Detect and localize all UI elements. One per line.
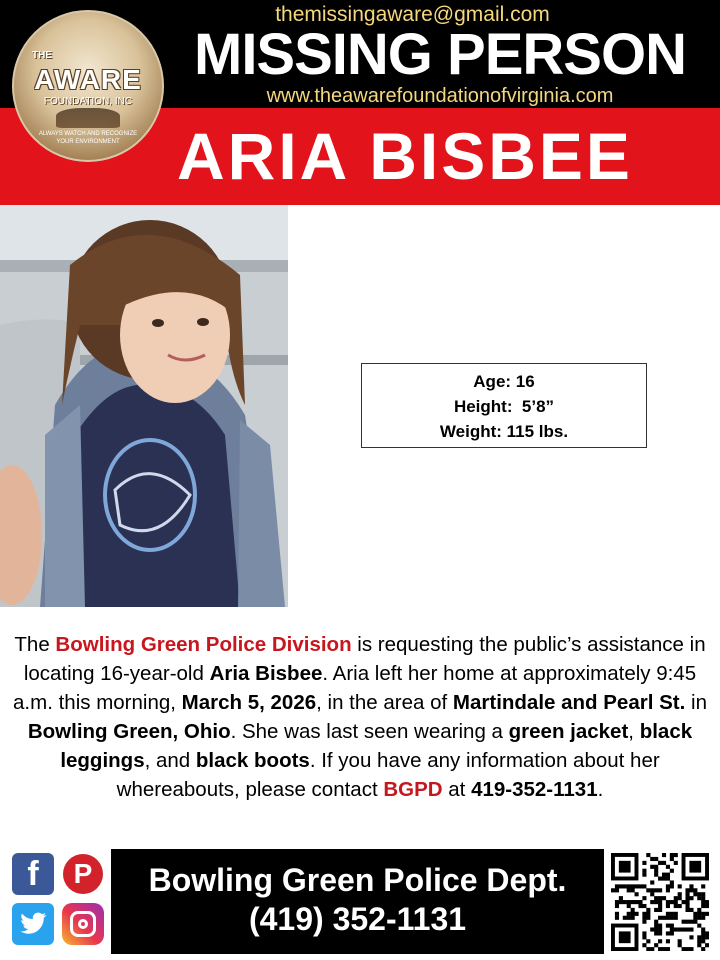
logo-silhouette-icon (56, 108, 120, 128)
instagram-lens (78, 919, 88, 929)
social-icons (12, 849, 108, 949)
clothing-item: green jacket (508, 720, 629, 743)
logo-tagline: ALWAYS WATCH AND RECOGNIZE YOUR ENVIRONMENT (38, 131, 138, 145)
description-paragraph (8, 630, 712, 804)
logo-the: THE (32, 50, 52, 61)
logo-aware: AWARE (34, 64, 142, 95)
facebook-glyph: f (27, 854, 39, 893)
qr-code[interactable] (611, 853, 709, 951)
clothing-item: black boots (195, 749, 310, 772)
agency-name: Bowling Green Police Division (55, 633, 352, 656)
twitter-icon[interactable] (12, 903, 54, 945)
police-contact-bar (111, 849, 604, 954)
person-name: Aria Bisbee (209, 662, 323, 685)
desc-text: , and (144, 749, 196, 772)
physical-stats-box (361, 363, 647, 448)
page-title: MISSING PERSON (194, 22, 686, 87)
missing-area: Martindale and Pearl St. (452, 691, 686, 714)
desc-text: , in the area of (316, 691, 453, 714)
facebook-icon[interactable] (12, 853, 54, 895)
missing-person-name: ARIA BISBEE (177, 119, 633, 193)
desc-text: in (685, 691, 707, 714)
police-dept-name: Bowling Green Police Dept. (148, 862, 567, 898)
instagram-ring (70, 911, 96, 937)
website-link[interactable]: www.theawarefoundationofvirginia.com (266, 85, 614, 107)
missing-person-photo (0, 205, 288, 607)
desc-text: . If you have any information about her whereabouts, please contact (116, 749, 660, 801)
pinterest-icon[interactable] (62, 853, 104, 895)
contact-agency: BGPD (383, 778, 443, 801)
weight-stat: Weight: 115 lbs. (439, 422, 569, 441)
age-stat: Age: 16 (473, 372, 535, 391)
missing-city: Bowling Green, Ohio (27, 720, 231, 743)
height-stat: Height: 5’8” (453, 397, 555, 416)
missing-date: March 5, 2026 (181, 691, 317, 714)
desc-text: The (14, 633, 56, 656)
contact-phone[interactable]: 419-352-1131 (471, 778, 598, 801)
pinterest-glyph: P (63, 854, 103, 894)
desc-text: at (442, 778, 472, 801)
clothing-item: black leggings (60, 720, 693, 772)
instagram-icon[interactable] (62, 903, 104, 945)
desc-text: , (628, 720, 640, 743)
desc-text: . (597, 778, 604, 801)
aware-foundation-logo (12, 10, 164, 162)
contact-email[interactable]: themissingaware@gmail.com (275, 3, 550, 26)
desc-text: is requesting the public’s assistance in locating 16-year-old (23, 633, 706, 685)
logo-foundation: FOUNDATION, INC (43, 96, 133, 107)
desc-text: . Aria left her home at approximately 9:45 a.m. this morning, (13, 662, 697, 714)
desc-text: . She was last seen wearing a (230, 720, 509, 743)
police-phone[interactable]: (419) 352-1131 (248, 901, 467, 937)
